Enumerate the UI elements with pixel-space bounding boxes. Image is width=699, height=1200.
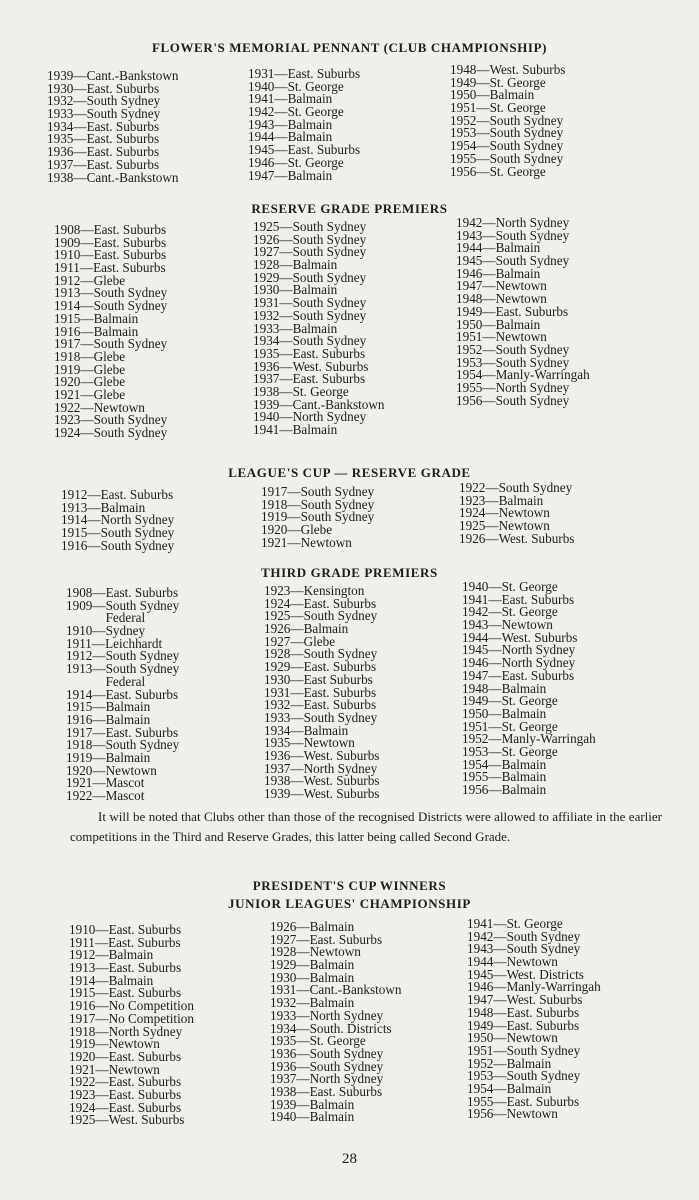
list-item: 1928—Balmain — [253, 257, 338, 273]
list-item: 1947—Newtown — [456, 278, 547, 294]
list-item: 1929—East. Suburbs — [264, 659, 377, 675]
list-item: 1931—Cant.-Bankstown — [270, 982, 402, 998]
list-item: 1923—South Sydney — [54, 412, 168, 428]
list-item: 1934—South Sydney — [253, 333, 367, 349]
list-item: 1935—East. Suburbs — [47, 131, 160, 147]
list-item: 1913—Balmain — [61, 499, 146, 515]
list-item: 1950—Balmain — [462, 705, 547, 721]
list-item: 1948—Newtown — [456, 291, 547, 307]
presidents-col-2 — [270, 921, 402, 1124]
presidents-cup-heading: PRESIDENT'S CUP WINNERS — [252, 878, 447, 893]
list-item: 1930—East. Suburbs — [47, 80, 160, 96]
list-item: 1910—East. Suburbs — [54, 247, 167, 263]
list-item: 1915—Balmain — [66, 699, 151, 715]
note-text: It will be noted that Clubs other than those of the recognised Districts were allowed to affiliate in the earlier competitions in the Third and Reserve Grades, this latter being called Second Grade. — [70, 809, 662, 844]
list-item: 1917—East. Suburbs — [66, 724, 179, 740]
list-item: 1950—Newtown — [467, 1030, 558, 1046]
list-item: 1942—South Sydney — [467, 928, 581, 944]
list-item: 1936—West. Suburbs — [264, 747, 380, 763]
list-item: 1934—South. Districts — [270, 1020, 392, 1036]
list-item: 1946—North Sydney — [462, 655, 576, 671]
note-paragraph — [70, 807, 662, 847]
list-item: 1940—St. George — [462, 579, 558, 594]
flowers-col-1 — [47, 70, 179, 184]
list-item: 1915—East. Suburbs — [69, 985, 182, 1001]
list-item: 1914—South Sydney — [54, 298, 168, 314]
list-item: 1930—East Suburbs — [264, 671, 373, 687]
list-item: 1913—South Sydney — [54, 285, 168, 301]
reserve-col-2 — [253, 221, 385, 437]
list-item: 1923—Kensington — [264, 583, 365, 598]
list-item: 1938—West. Suburbs — [264, 773, 380, 789]
list-item: 1944—Balmain — [456, 240, 541, 256]
list-item: 1922—South Sydney — [459, 480, 573, 495]
list-item: 1910—East. Suburbs — [69, 922, 182, 937]
list-item: 1922—Newtown — [54, 399, 145, 415]
list-item: 1931—East. Suburbs — [248, 66, 361, 81]
list-item: 1919—South Sydney — [261, 509, 375, 525]
list-item: 1931—South Sydney — [253, 295, 367, 311]
third-col-1 — [66, 587, 179, 803]
list-item: 1943—Balmain — [248, 116, 333, 132]
flowers-col-3 — [450, 64, 565, 178]
list-item: 1942—North Sydney — [456, 215, 570, 230]
list-item: 1912—South Sydney — [66, 648, 180, 664]
list-item: 1924—South Sydney — [54, 425, 168, 440]
list-item: 1919—Balmain — [66, 749, 151, 765]
list-item: 1919—Newtown — [69, 1036, 160, 1052]
list-item: 1924—East. Suburbs — [69, 1099, 182, 1115]
list-item: 1952—South Sydney — [450, 112, 564, 128]
list-item: 1931—East. Suburbs — [264, 684, 377, 700]
list-item: 1951—South Sydney — [467, 1042, 581, 1058]
list-item: 1913—East. Suburbs — [69, 960, 182, 976]
third-col-2 — [264, 585, 379, 801]
list-item: 1921—Glebe — [54, 386, 126, 402]
list-item: 1939—Balmain — [270, 1096, 355, 1112]
list-item: 1948—West. Suburbs — [450, 62, 566, 77]
list-item: 1918—Glebe — [54, 348, 126, 364]
list-item: 1915—South Sydney — [61, 525, 175, 541]
list-item: 1928—Newtown — [270, 944, 361, 960]
list-item: 1951—Newtown — [456, 329, 547, 345]
list-item: 1943—South Sydney — [467, 941, 581, 957]
list-item: 1955—Balmain — [462, 769, 547, 785]
list-item: 1918—South Sydney — [261, 496, 375, 512]
list-item: 1920—Glebe — [261, 522, 333, 538]
list-item: 1929—South Sydney — [253, 269, 367, 285]
list-item: 1920—East. Suburbs — [69, 1048, 182, 1064]
list-item: 1924—East. Suburbs — [264, 595, 377, 611]
list-item: 1927—South Sydney — [253, 244, 367, 260]
list-item: 1923—East. Suburbs — [69, 1086, 182, 1102]
list-item: 1927—Glebe — [264, 633, 336, 649]
list-item: 1953—South Sydney — [456, 354, 570, 370]
list-item: 1934—East. Suburbs — [47, 118, 160, 134]
reserve-col-1 — [54, 224, 167, 440]
list-item: 1951—St. George — [462, 718, 558, 734]
list-item: 1935—St. George — [270, 1033, 366, 1049]
page-number: 28 — [342, 1151, 357, 1167]
list-item: 1908—East. Suburbs — [54, 222, 167, 237]
presidents-col-3 — [467, 918, 601, 1121]
list-item: 1939—Cant.-Bankstown — [253, 396, 385, 412]
list-item: 1954—Balmain — [462, 756, 547, 772]
list-item: 1941—Balmain — [253, 422, 338, 437]
list-item: 1940—St. George — [248, 78, 344, 94]
list-item: 1946—Balmain — [456, 265, 541, 281]
list-item: 1925—West. Suburbs — [69, 1112, 185, 1128]
list-item: 1937—East. Suburbs — [253, 371, 366, 387]
list-item: 1944—West. Suburbs — [462, 629, 578, 645]
list-item: 1916—Balmain — [54, 323, 139, 339]
list-item: 1926—Balmain — [270, 919, 355, 934]
list-item: 1932—South Sydney — [47, 93, 161, 109]
list-item: 1944—Newtown — [467, 954, 558, 970]
list-item: 1941—East. Suburbs — [462, 591, 575, 607]
presidents-col-1 — [69, 924, 194, 1127]
list-item: 1917—South Sydney — [54, 336, 168, 352]
list-item: 1911—East. Suburbs — [54, 260, 166, 276]
list-item: 1942—St. George — [462, 604, 558, 620]
list-item: 1951—St. George — [450, 100, 546, 116]
list-item: 1936—South Sydney — [270, 1058, 384, 1074]
reserve-grade-heading: RESERVE GRADE PREMIERS — [251, 201, 448, 216]
list-item: 1941—St. George — [467, 916, 563, 931]
list-item: 1913—South Sydney — [66, 661, 180, 677]
list-item: 1952—Balmain — [467, 1055, 552, 1071]
list-item: 1923—Balmain — [459, 492, 544, 508]
list-item: 1916—Balmain — [66, 711, 151, 727]
list-item: 1918—North Sydney — [69, 1023, 183, 1039]
list-item: 1921—Newtown — [261, 534, 352, 550]
list-item: 1953—St. George — [462, 743, 558, 759]
list-item: 1932—South Sydney — [253, 307, 367, 323]
list-item: 1944—Balmain — [248, 129, 333, 145]
list-item: 1929—Balmain — [270, 957, 355, 973]
list-item: 1927—East. Suburbs — [270, 931, 383, 947]
list-item: 1911—East. Suburbs — [69, 934, 181, 950]
list-item: 1918—South Sydney — [66, 737, 180, 753]
list-item: 1914—North Sydney — [61, 512, 175, 528]
reserve-col-3 — [456, 217, 590, 407]
list-item: 1926—Balmain — [264, 621, 349, 637]
list-item: 1914—Balmain — [69, 972, 154, 988]
list-item: 1956—Newtown — [467, 1106, 558, 1122]
list-item: 1950—Balmain — [450, 87, 535, 103]
list-item: 1945—East. Suburbs — [248, 142, 361, 158]
list-item: 1910—Sydney — [66, 623, 146, 639]
leagues-cup-heading: LEAGUE'S CUP — RESERVE GRADE — [228, 465, 471, 480]
list-item: 1928—South Sydney — [264, 646, 378, 662]
list-item: 1952—Manly-Warringah — [462, 731, 596, 747]
list-item: 1922—East. Suburbs — [69, 1074, 182, 1090]
list-item: 1922—Mascot — [66, 788, 145, 803]
list-item: 1945—South Sydney — [456, 253, 570, 269]
list-item: 1956—South Sydney — [456, 392, 570, 408]
list-item: 1953—South Sydney — [467, 1068, 581, 1084]
list-item: 1909—South Sydney — [66, 597, 180, 613]
flowers-col-2 — [248, 68, 360, 182]
list-item: 1940—North Sydney — [253, 409, 367, 425]
list-item: 1942—St. George — [248, 104, 344, 120]
list-item: 1935—Newtown — [264, 735, 355, 751]
list-item: 1933—South Sydney — [47, 106, 161, 122]
list-item: 1911—Leichhardt — [66, 635, 163, 651]
list-item: 1955—East. Suburbs — [467, 1093, 580, 1109]
list-item: 1925—South Sydney — [253, 219, 367, 234]
list-item: 1912—Balmain — [69, 947, 154, 963]
list-item: 1945—North Sydney — [462, 642, 576, 658]
list-item: 1943—South Sydney — [456, 227, 570, 243]
list-item: 1950—Balmain — [456, 316, 541, 332]
list-item: 1953—South Sydney — [450, 125, 564, 141]
list-item: 1926—West. Suburbs — [459, 530, 575, 546]
list-item: 1917—No Competition — [69, 1010, 194, 1026]
list-item: 1945—West. Districts — [467, 966, 584, 982]
list-item: 1937—North Sydney — [264, 760, 378, 776]
list-item: 1920—Newtown — [66, 762, 157, 778]
list-item: 1949—East. Suburbs — [456, 303, 569, 319]
third-grade-heading: THIRD GRADE PREMIERS — [261, 565, 438, 580]
list-item: 1937—East. Suburbs — [47, 156, 160, 172]
list-item: 1937—North Sydney — [270, 1071, 384, 1087]
list-item: 1956—Balmain — [462, 782, 547, 797]
list-item: 1956—St. George — [450, 163, 546, 179]
list-item: 1930—Balmain — [270, 969, 355, 985]
list-item: 1921—Mascot — [66, 775, 145, 791]
flowers-pennant-heading: FLOWER'S MEMORIAL PENNANT (CLUB CHAMPIONSHIP) — [151, 40, 548, 55]
leagues-cup-col-3 — [459, 482, 574, 545]
list-item: 1930—Balmain — [253, 282, 338, 298]
list-item: 1938—St. George — [253, 383, 349, 399]
list-item: 1925—Newtown — [459, 518, 550, 534]
list-item: 1916—No Competition — [69, 998, 194, 1014]
list-item: 1933—Balmain — [253, 320, 338, 336]
list-item: Federal — [66, 610, 146, 626]
list-item: 1925—South Sydney — [264, 608, 378, 624]
list-item: 1916—South Sydney — [61, 537, 175, 553]
list-item: 1938—East. Suburbs — [270, 1083, 383, 1099]
list-item: 1947—East. Suburbs — [462, 667, 575, 683]
list-item: 1932—East. Suburbs — [264, 697, 377, 713]
list-item: 1912—Glebe — [54, 272, 126, 288]
list-item: Federal — [66, 673, 146, 689]
list-item: 1938—Cant.-Bankstown — [47, 169, 179, 185]
list-item: 1946—Manly-Warringah — [467, 979, 601, 995]
list-item: 1949—East. Suburbs — [467, 1017, 580, 1033]
list-item: 1921—Newtown — [69, 1061, 160, 1077]
list-item: 1943—Newtown — [462, 617, 553, 633]
list-item: 1935—East. Suburbs — [253, 345, 366, 361]
list-item: 1915—Balmain — [54, 310, 139, 326]
leagues-cup-col-2 — [261, 486, 374, 549]
list-item: 1948—Balmain — [462, 680, 547, 696]
list-item: 1947—West. Suburbs — [467, 992, 583, 1008]
leagues-cup-col-1 — [61, 489, 174, 552]
junior-leagues-subheading: JUNIOR LEAGUES' CHAMPIONSHIP — [228, 896, 471, 911]
list-item: 1909—East. Suburbs — [54, 234, 167, 250]
list-item: 1954—South Sydney — [450, 138, 564, 154]
list-item: 1934—Balmain — [264, 722, 349, 738]
list-item: 1954—Balmain — [467, 1080, 552, 1096]
list-item: 1939—West. Suburbs — [264, 786, 380, 801]
list-item: 1936—West. Suburbs — [253, 358, 369, 374]
list-item: 1924—Newtown — [459, 505, 550, 521]
list-item: 1939—Cant.-Bankstown — [47, 68, 179, 83]
list-item: 1954—Manly-Warringah — [456, 367, 590, 383]
list-item: 1955—North Sydney — [456, 379, 570, 395]
list-item: 1932—Balmain — [270, 995, 355, 1011]
third-col-3 — [462, 581, 596, 797]
list-item: 1955—South Sydney — [450, 150, 564, 166]
list-item: 1917—South Sydney — [261, 484, 375, 499]
list-item: 1912—East. Suburbs — [61, 487, 174, 502]
list-item: 1936—South Sydney — [270, 1045, 384, 1061]
list-item: 1949—St. George — [462, 693, 558, 709]
list-item: 1948—East. Suburbs — [467, 1004, 580, 1020]
list-item: 1949—St. George — [450, 74, 546, 90]
list-item: 1947—Balmain — [248, 167, 333, 183]
list-item: 1926—South Sydney — [253, 231, 367, 247]
list-item: 1933—North Sydney — [270, 1007, 384, 1023]
list-item: 1933—South Sydney — [264, 709, 378, 725]
list-item: 1920—Glebe — [54, 374, 126, 390]
list-item: 1952—South Sydney — [456, 341, 570, 357]
list-item: 1919—Glebe — [54, 361, 126, 377]
list-item: 1914—East. Suburbs — [66, 686, 179, 702]
list-item: 1940—Balmain — [270, 1109, 355, 1125]
list-item: 1936—East. Suburbs — [47, 144, 160, 160]
list-item: 1946—St. George — [248, 154, 344, 170]
list-item: 1908—East. Suburbs — [66, 585, 179, 600]
list-item: 1941—Balmain — [248, 91, 333, 107]
